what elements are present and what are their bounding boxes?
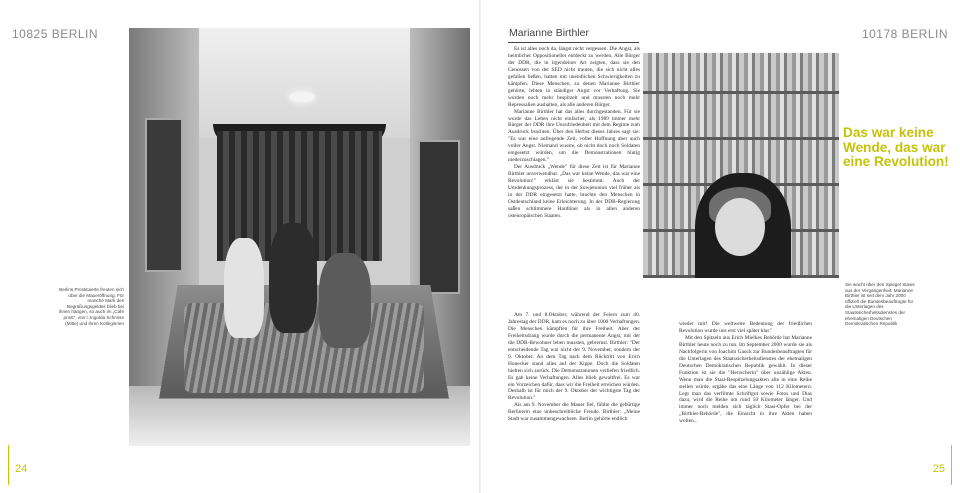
paragraph: Als am 9. November die Mauer fiel, fühlte die gebürtige Berlinerin eine unbeschreibliche Freude. Birthler: „Meine Stadt war zusammengewachsen. Berlin gehörte endlich bbox=[508, 402, 640, 423]
bedroom-photo bbox=[129, 28, 470, 446]
article-column-1-lower bbox=[508, 312, 640, 423]
right-postcode: 10178 BERLIN bbox=[861, 27, 948, 41]
paragraph: Es ist alles noch da, längst nicht vergessen. Die Angst, als heimlicher Oppositioneller entdeckt zu werden. Alle Bürger der DDR, die in irgendeiner Art zeigten, dass sie den Genossen von der SED nicht trauten, die sich nicht alles gefallen ließen, hatten mit unendlichen Schwierigkeiten zu kämpfen. Diese Menschen, zu denen Marianne Birthler gehörte, lebten in ständiger Angst vor Verhaftung. Sie wurden noch mehr bespitzelt und mussten noch mehr Repressalien aushalten, als alle anderen Bürger. bbox=[508, 46, 640, 108]
paragraph: Mit den Spitzeln aus Erich Mielkes Behörde hat Marianne Birthler heute noch zu tun. Im September 2000 wurde sie als Nachfolgerin von Joachim Gauck zur Bundesbeauftragten für die Unterlagen des Staatssicherheitsdienstes der ehemaligen Deutschen Demokratischen Republik gewählt. In dieser Funktion ist sie die "Herrscherin" über unzählige Akten. Wenn man die Stasi-Bespitzelungsakten alle in eine Reihe stellen würde, ergäbe das eine Länge von 112 Kilometern. Legt man das verfilmte Schriftgut sowie Fotos und Dias dazu, wird die Reihe um rund 50 Kilometer länger. Und immer noch melden sich täglich Stasi-Opfer bei der „Birthler-Behörde", die Einsicht in ihre Akten haben wollen... bbox=[679, 334, 812, 425]
page-gutter bbox=[479, 0, 481, 493]
left-page-number: 24 bbox=[8, 463, 27, 475]
paragraph: Der Ausdruck „Wende" für diese Zeit ist für Marianne Birthler unverwendbar. „Das war keine Wende, das war eine Revolution!" erklärt sie bestimmt. Auch der Umdenkungsprozess, der in der Sowjetunion viel früher als in der DDR eingesetzt hatte, brachte den Menschen in Ostdeutschland keine Erleichterung. In der DDR-Regierung saßen schlimmere Hardliner als in allen anderen osteuropäischen Staaten. bbox=[508, 164, 640, 219]
right-page-number: 25 bbox=[933, 463, 952, 475]
pull-quote: Das war keine Wende, das war eine Revolution! bbox=[843, 125, 949, 170]
title-rule bbox=[508, 42, 639, 43]
article-column-2 bbox=[679, 321, 812, 425]
paragraph: wieder mir! Die weltweite Bedeutung der friedlichen Revolution wurde uns erst viel später klar." bbox=[679, 321, 812, 334]
right-photo-caption: Sie wacht über den Spiegel Stasis aus der Vergangenheit: Marianne Birthler ist seit dem Jahr 2000 offiziell die Bundesbeauftragte für die Unterlagen des Staatssicherheitsdienstes der ehemaligen Deutschen Demokratischen Republik bbox=[845, 282, 915, 327]
paragraph: Marianne Birthler hat das alles durchgestanden. Für sie wurde das Leben nicht einfacher, als 1989 immer mehr Bürger der DDR ihre Unzufriedenheit mit dem Regime zum Ausdruck brachten. Über den Herbst dieses Jahres sagt sie: "Es war eine aufregende Zeit, voller Hoffnung aber auch voller Angst. Niemand wusste, ob nicht doch noch Soldaten eingesetzt würden, um die Demonstrationen blutig niederzuschlagen." bbox=[508, 108, 640, 164]
article-column-1 bbox=[508, 46, 640, 220]
article-title: Marianne Birthler bbox=[509, 27, 589, 39]
left-postcode: 10825 BERLIN bbox=[12, 27, 99, 41]
portrait-photo bbox=[643, 53, 839, 278]
left-photo-caption: Berlins Prostituierte freuten sich über die Maueröffnung. Für manche Mark des Begrüßungsgeldes blieb bei ihnen hängen, so auch im „Cafe prost“, von l.:Ingolda Schmise (Mitte) und ihren Kolleginnen bbox=[58, 287, 124, 326]
paragraph: Am 7. und 8.Oktober, während der Feiern zum 40. Jahrestag der DDR, kam es noch zu über 1000 Verhaftungen. Die Menschen kämpften für ihre Freiheit. Aber der Freiheitsdrang wurde durch die permanente Angst, mit der die DDR-Bewohner leben mussten, gebremst. Birthler: "Der entscheidende Tag war nicht der 9. November, sondern der 9. Oktober. An dem Tag nach dem Rücktritt von Erich Honecker stand alles auf der Kippe. Doch die Soldaten hielten sich zurück. Die Demonstrationen verliefen friedlich. Es gab keine Verhaftungen. Alles blieb gewaltfrei. Es war ein Vorzeichen dafür, dass wir die Freiheit erreichen würden. Deshalb ist für mich der 9. Oktober der wichtigste Tag der Revolution." bbox=[508, 312, 640, 402]
